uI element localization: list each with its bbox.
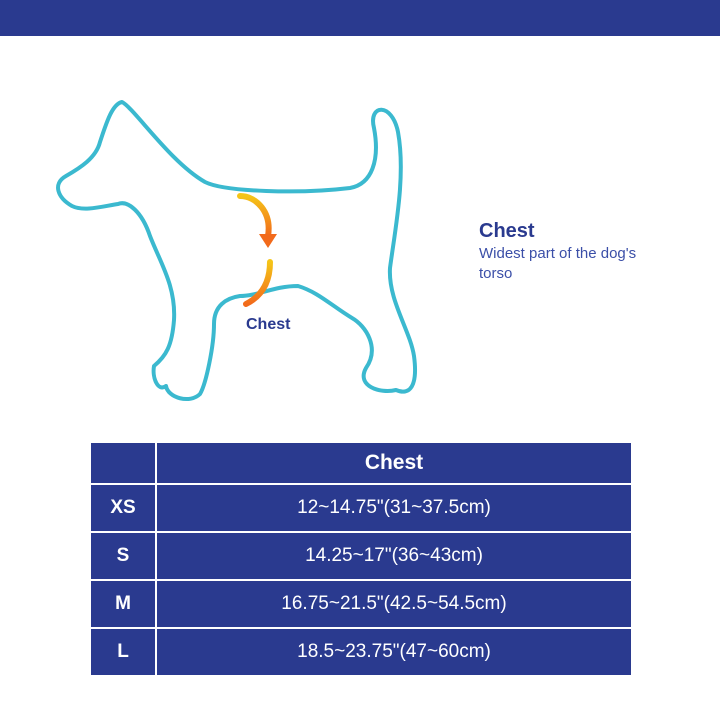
size-cell: XS <box>90 484 156 532</box>
size-cell: M <box>90 580 156 628</box>
callout-description: Widest part of the dog's torso <box>479 245 637 282</box>
chest-arrow-top <box>240 196 269 236</box>
chest-value-cell: 16.75~21.5"(42.5~54.5cm) <box>156 580 632 628</box>
table-row <box>90 532 632 580</box>
table-row <box>90 628 632 676</box>
size-cell: L <box>90 628 156 676</box>
chest-column-header: Chest <box>156 442 632 484</box>
dog-silhouette <box>58 102 415 399</box>
dog-outline-svg <box>40 80 440 410</box>
size-cell: S <box>90 532 156 580</box>
chest-value-cell: 12~14.75"(31~37.5cm) <box>156 484 632 532</box>
chest-value-cell: 14.25~17"(36~43cm) <box>156 532 632 580</box>
size-chart-table <box>89 441 633 677</box>
header-band <box>0 0 720 36</box>
chest-measure-label: Chest <box>246 316 291 333</box>
table-header-row <box>90 442 632 484</box>
chest-arrow-head <box>259 234 277 248</box>
dog-outline-diagram <box>40 80 440 410</box>
table-row <box>90 484 632 532</box>
callout-title: Chest <box>479 220 535 242</box>
chest-value-cell: 18.5~23.75"(47~60cm) <box>156 628 632 676</box>
chest-arrow-bottom <box>246 262 270 304</box>
corner-header-cell <box>90 442 156 484</box>
table-row <box>90 580 632 628</box>
chest-callout <box>479 218 679 284</box>
